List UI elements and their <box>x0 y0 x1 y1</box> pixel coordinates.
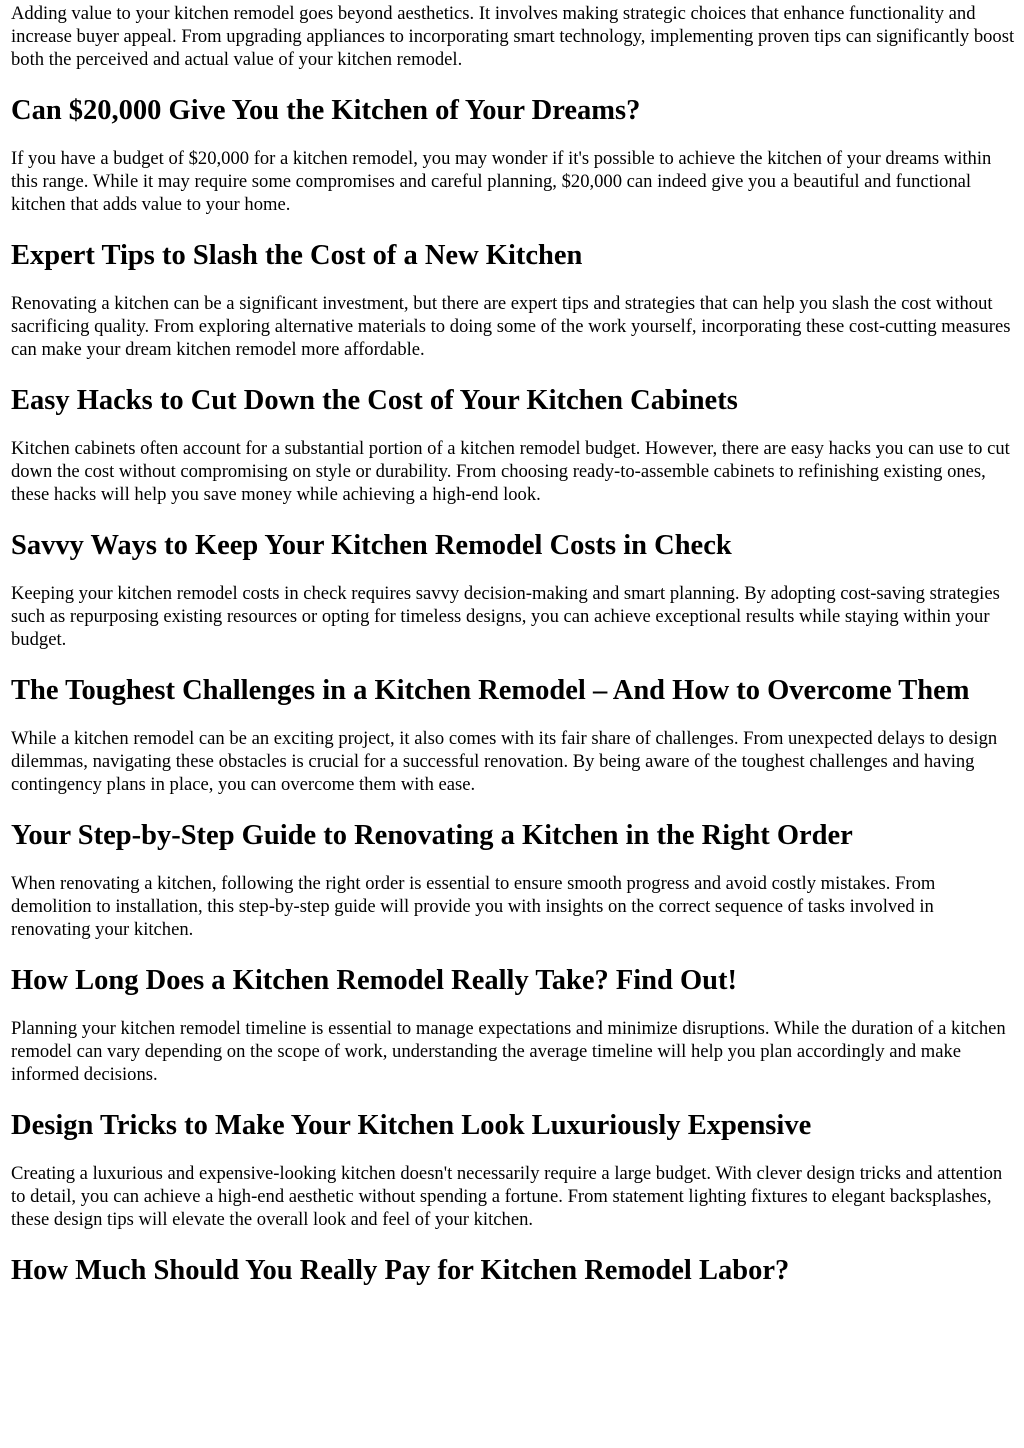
section-remodel-duration <box>11 941 1015 1086</box>
section-heading: The Toughest Challenges in a Kitchen Remodel – And How to Overcome Them <box>11 675 970 706</box>
section-paragraph: Planning your kitchen remodel timeline is essential to manage expectations and minimize disruptions. While the duration of a kitchen remodel can vary depending on the scope of work, understanding the average timeline will help you plan accordingly and make informed decisions. <box>11 1018 1006 1085</box>
section-paragraph: While a kitchen remodel can be an exciting project, it also comes with its fair share of challenges. From unexpected delays to design dilemmas, navigating these obstacles is crucial for a successful renovation. By being aware of the toughest challenges and having contingency plans in place, you can overcome them with ease. <box>11 728 998 795</box>
section-paragraph: When renovating a kitchen, following the right order is essential to ensure smooth progress and avoid costly mistakes. From demolition to installation, this step-by-step guide will provide you with insights on the correct sequence of tasks involved in renovating your kitchen. <box>11 873 936 940</box>
section-savvy-ways <box>11 506 1015 651</box>
section-paragraph: If you have a budget of $20,000 for a kitchen remodel, you may wonder if it's possible to achieve the kitchen of your dreams within this range. While it may require some compromises and careful planning, $20,000 can indeed give you a beautiful and functional kitchen that adds value to your home. <box>11 148 992 215</box>
section-paragraph: Renovating a kitchen can be a significant investment, but there are expert tips and strategies that can help you slash the cost without sacrificing quality. From exploring alternative materials to doing some of the work yourself, incorporating these cost-cutting measures can make your dream kitchen remodel more affordable. <box>11 293 1011 360</box>
section-heading: Your Step-by-Step Guide to Renovating a Kitchen in the Right Order <box>11 820 853 851</box>
section-design-tricks <box>11 1086 1015 1231</box>
section-paragraph: Kitchen cabinets often account for a substantial portion of a kitchen remodel budget. However, there are easy hacks you can use to cut down the cost without compromising on style or durability. From choosing ready-to-assemble cabinets to refinishing existing ones, these hacks will help you save money while achieving a high-end look. <box>11 438 1010 505</box>
section-paragraph: Keeping your kitchen remodel costs in check requires savvy decision-making and smart planning. By adopting cost-saving strategies such as repurposing existing resources or opting for timeless designs, you can achieve exceptional results while staying within your budget. <box>11 583 1000 650</box>
section-step-by-step-guide <box>11 796 1015 941</box>
section-heading: How Long Does a Kitchen Remodel Really Take? Find Out! <box>11 965 737 996</box>
section-heading: How Much Should You Really Pay for Kitchen Remodel Labor? <box>11 1255 790 1286</box>
section-cabinet-hacks <box>11 361 1015 506</box>
section-heading: Savvy Ways to Keep Your Kitchen Remodel Costs in Check <box>11 530 732 561</box>
section-expert-tips <box>11 216 1015 361</box>
section-paragraph: Creating a luxurious and expensive-looking kitchen doesn't necessarily require a large budget. With clever design tricks and attention to detail, you can achieve a high-end aesthetic without spending a fortune. From statement lighting fixtures to elegant backsplashes, these design tips will elevate the overall look and feel of your kitchen. <box>11 1163 1003 1230</box>
section-budget-20000 <box>11 71 1015 216</box>
section-heading: Expert Tips to Slash the Cost of a New Kitchen <box>11 240 583 271</box>
section-toughest-challenges <box>11 651 1015 796</box>
intro-paragraph: Adding value to your kitchen remodel goes beyond aesthetics. It involves making strategic choices that enhance functionality and increase buyer appeal. From upgrading appliances to incorporating smart technology, implementing proven tips can significantly boost both the perceived and actual value of your kitchen remodel. <box>11 3 1015 70</box>
section-heading: Design Tricks to Make Your Kitchen Look Luxuriously Expensive <box>11 1110 812 1141</box>
section-labor-cost <box>11 1231 1015 1307</box>
section-heading: Can $20,000 Give You the Kitchen of Your Dreams? <box>11 95 641 126</box>
section-heading: Easy Hacks to Cut Down the Cost of Your Kitchen Cabinets <box>11 385 738 416</box>
